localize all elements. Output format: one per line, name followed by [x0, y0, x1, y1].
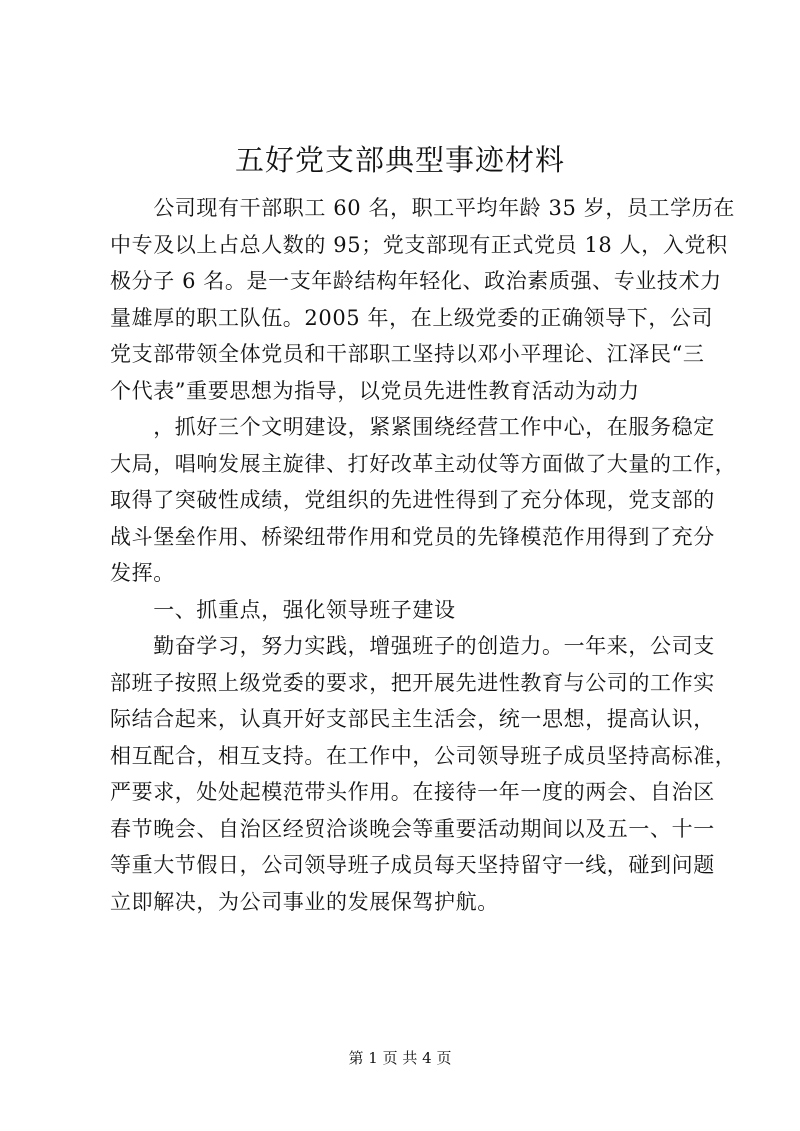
text-line: 际结合起来，认真开好支部民主生活会，统一思想，提高认识，: [110, 707, 715, 731]
text-line: 大局，唱响发展主旋律、打好改革主动仗等方面做了大量的工作，: [110, 451, 737, 476]
body-text: [110, 190, 737, 920]
text-line: 等重大节假日，公司领导班子成员每天坚持留守一线，碰到问题: [110, 853, 715, 877]
text-line: 立即解决，为公司事业的发展保驾护航。: [110, 889, 499, 914]
document-title: 五好党支部典型事迹材料: [234, 143, 565, 177]
text-line: 中专及以上占总人数的 95；党支部现有正式党员 18 人，入党积: [110, 232, 728, 257]
text-line: 量雄厚的职工队伍。2005 年，在上级党委的正确领导下，公司: [110, 305, 714, 330]
text-line: 个代表”重要思想为指导，以党员先进性教育活动为动力: [110, 378, 640, 403]
text-line: 春节晚会、自治区经贸洽谈晚会等重要活动期间以及五一、十一: [110, 816, 715, 841]
text-line: 极分子 6 名。是一支年龄结构年轻化、政治素质强、专业技术力: [110, 269, 722, 293]
text-line: 公司现有干部职工 60 名，职工平均年龄 35 岁，员工学历在: [110, 196, 735, 220]
text-line: 部班子按照上级党委的要求，把开展先进性教育与公司的工作实: [110, 670, 715, 695]
text-line: 取得了突破性成绩，党组织的先进性得到了充分体现，党支部的: [110, 488, 715, 512]
text-line: 战斗堡垒作用、桥梁纽带作用和党员的先锋模范作用得到了充分: [110, 524, 715, 549]
text-line: 严要求，处处起模范带头作用。在接待一年一度的两会、自治区: [110, 780, 715, 804]
text-line: ，抓好三个文明建设，紧紧围绕经营工作中心，在服务稳定: [110, 415, 715, 439]
text-line: 相互配合，相互支持。在工作中，公司领导班子成员坚持高标准，: [110, 743, 737, 768]
text-line: 发挥。: [110, 561, 175, 585]
text-line: 勤奋学习，努力实践，增强班子的创造力。一年来，公司支: [110, 634, 715, 658]
document-body: [110, 190, 737, 920]
text-line: 党支部带领全体党员和干部职工坚持以邓小平理论、江泽民“三: [110, 342, 705, 366]
section-heading: 一、抓重点，强化领导班子建设: [110, 597, 456, 622]
page-indicator: 第 1 页 共 4 页: [348, 1049, 452, 1067]
